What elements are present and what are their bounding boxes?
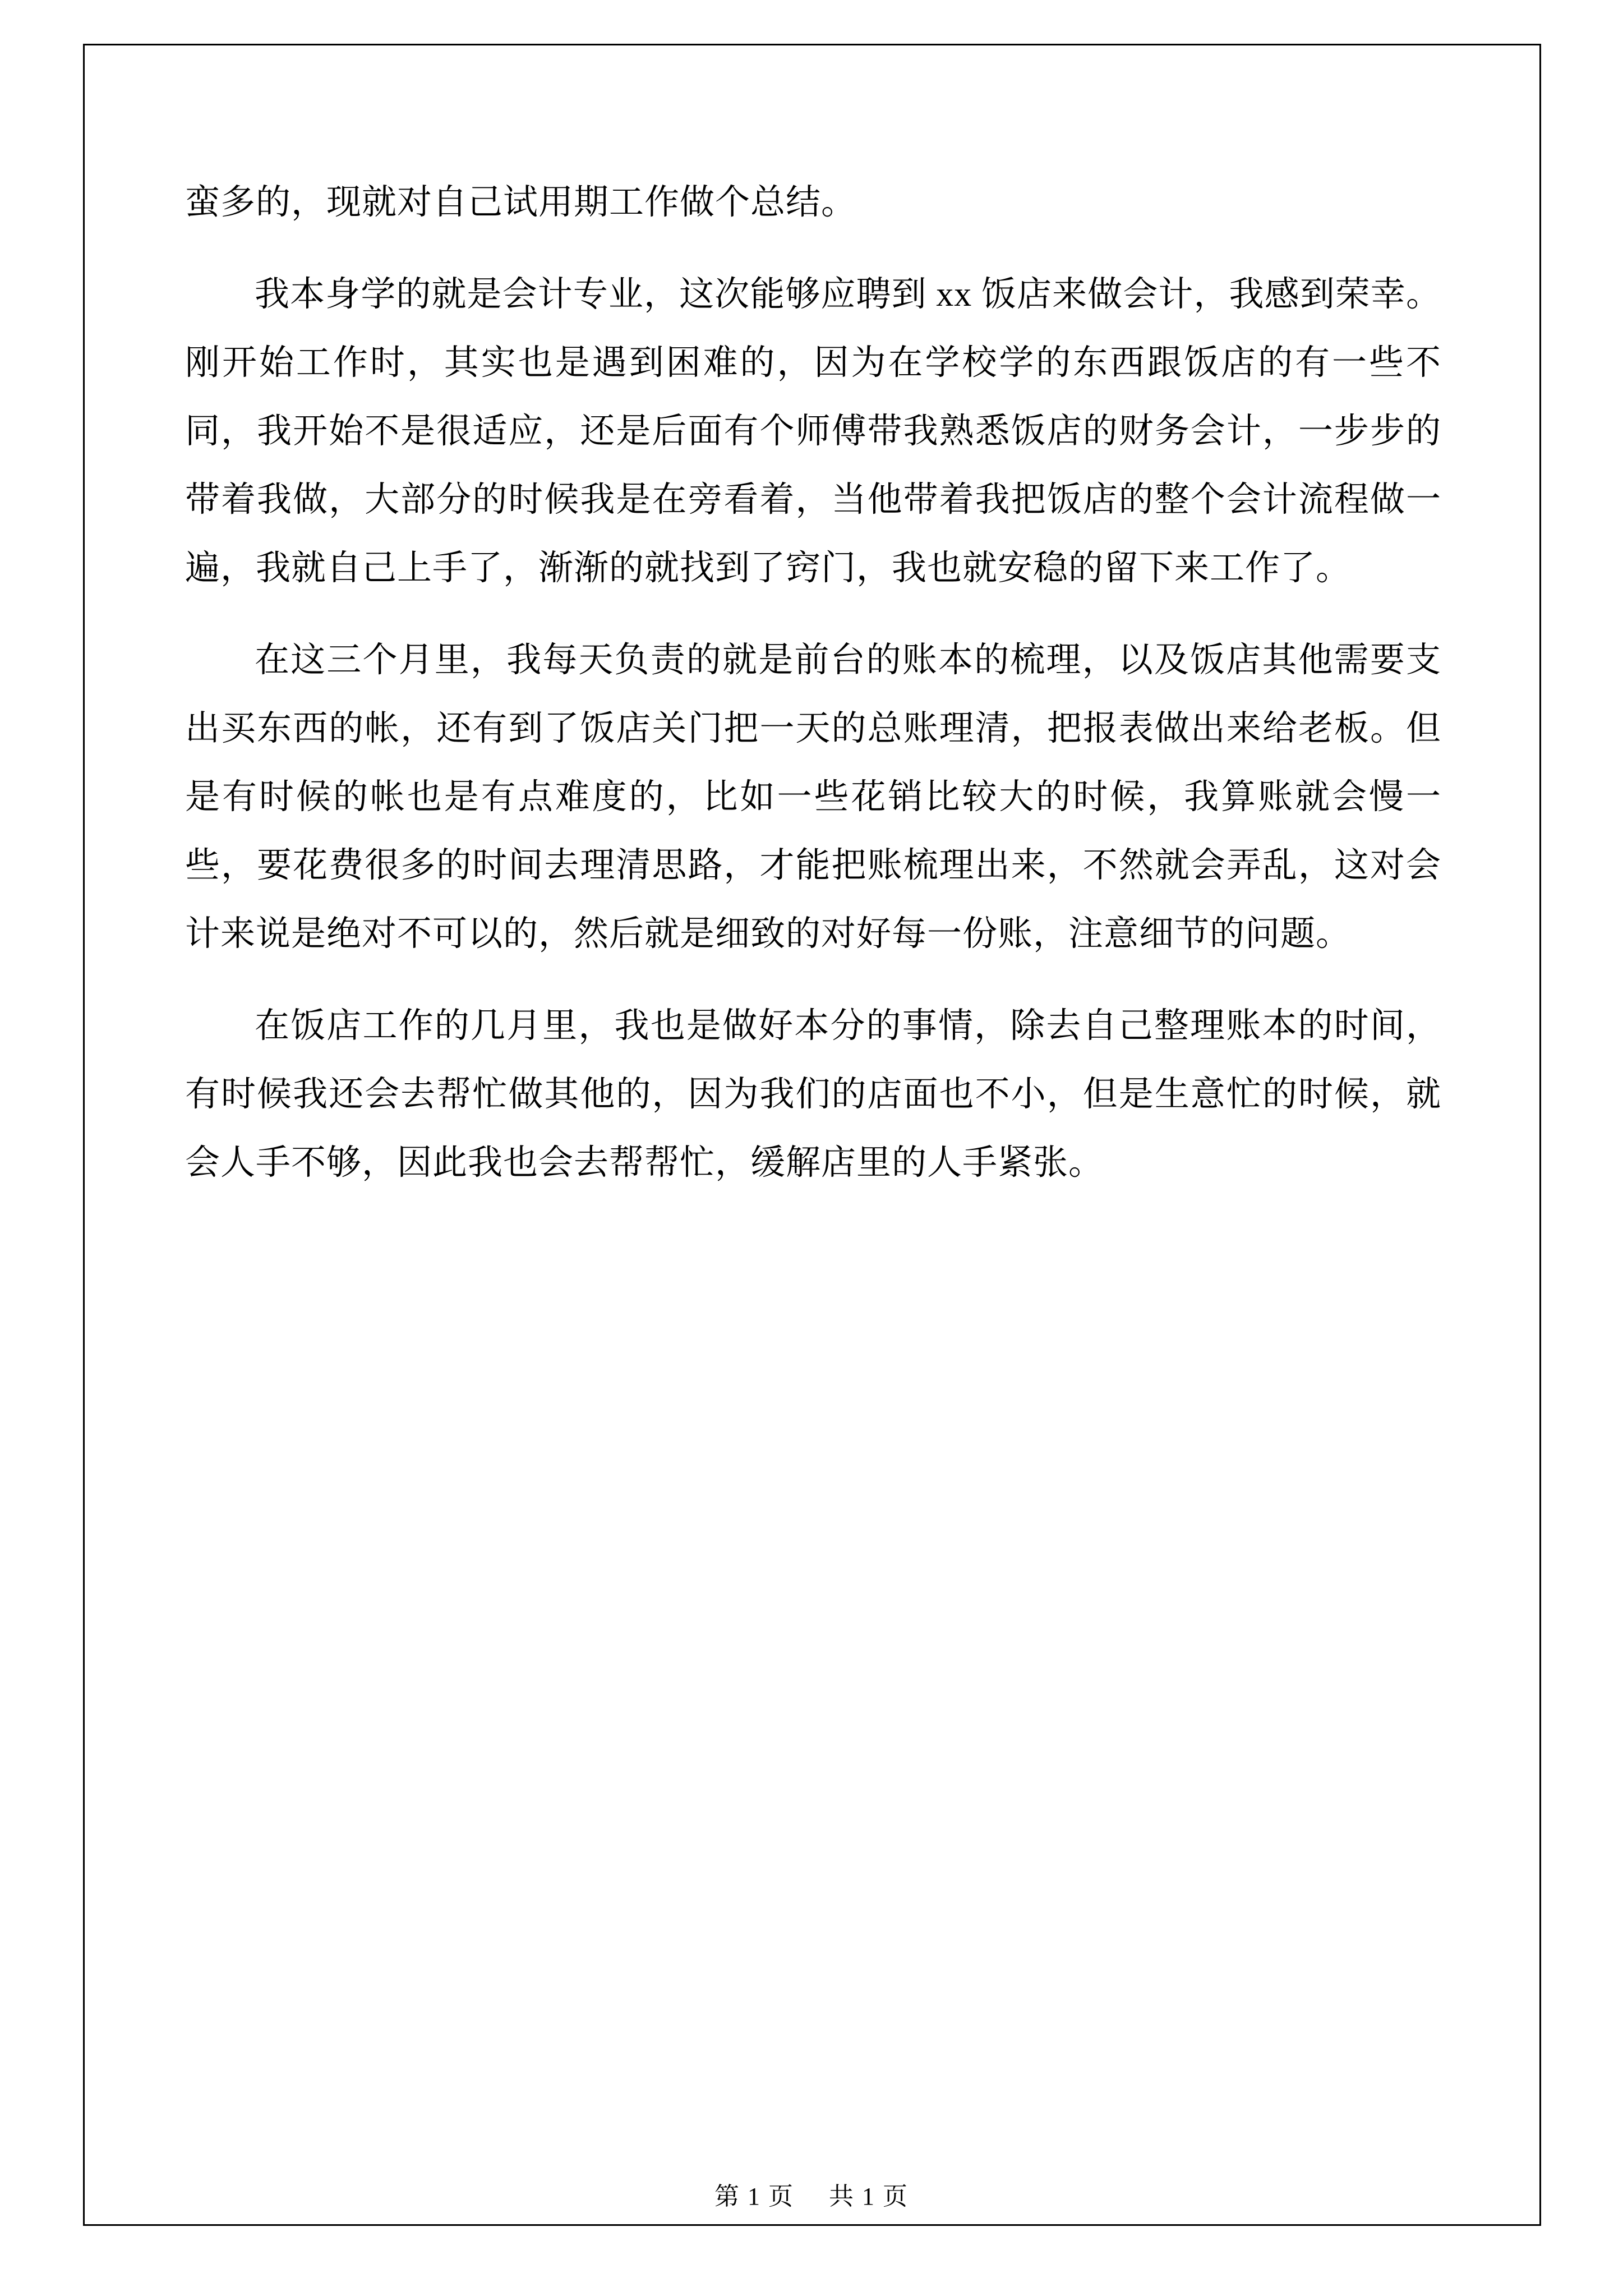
paragraph: 蛮多的，现就对自己试用期工作做个总结。 <box>185 183 857 222</box>
paragraph: 在这三个月里，我每天负责的就是前台的账本的梳理，以及饭店其他需要支出买东西的帐，还有到了饭店关门把一天的总账理清，把报表做出来给老板。但是有时候的帐也是有点难度的，比如一些花销比较大的时候，我算账就会慢一些，要花费很多的时间去理清思路，才能把账梳理出来，不然就会弄乱，这对会计来说是绝对不可以的，然后就是细致的对好每一份账，注意细节的问题。 <box>185 641 1441 953</box>
footer-total-pages: 共 1 页 <box>829 2183 909 2210</box>
paragraph: 我本身学的就是会计专业，这次能够应聘到 xx 饭店来做会计，我感到荣幸。刚开始工作时，其实也是遇到困难的，因为在学校学的东西跟饭店的有一些不同，我开始不是很适应，还是后面有个师傅带我熟悉饭店的财务会计，一步步的带着我做，大部分的时候我是在旁看着，当他带着我把饭店的整个会计流程做一遍，我就自己上手了，渐渐的就找到了窍门，我也就安稳的留下来工作了。 <box>185 275 1441 587</box>
page-footer <box>0 2176 1623 2212</box>
document-body <box>185 168 1441 1221</box>
paragraph: 在饭店工作的几月里，我也是做好本分的事情，除去自己整理账本的时间，有时候我还会去帮忙做其他的，因为我们的店面也不小，但是生意忙的时候，就会人手不够，因此我也会去帮帮忙，缓解店里的人手紧张。 <box>185 1007 1441 1182</box>
footer-current-page: 第 1 页 <box>714 2183 794 2210</box>
